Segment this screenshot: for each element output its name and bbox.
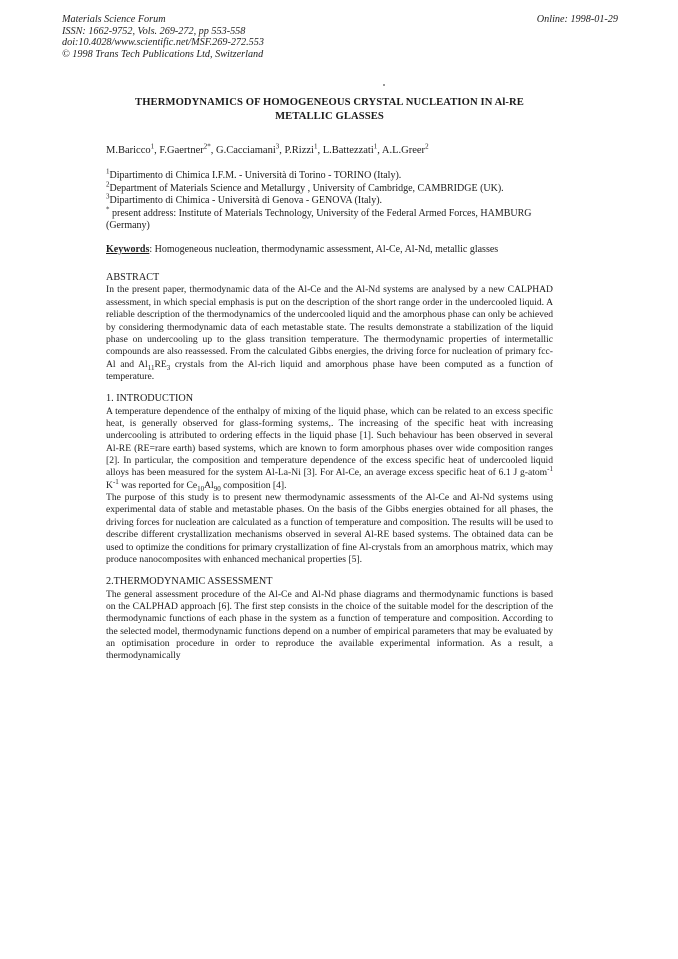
journal-info (62, 14, 618, 60)
copyright-line: © 1998 Trans Tech Publications Ltd, Switzerland (62, 48, 264, 60)
author-affil-mark: 1 (373, 142, 378, 151)
author: F.Gaertner (159, 145, 204, 156)
introduction-heading: 1. INTRODUCTION (106, 393, 194, 405)
author-affil-mark: 1 (150, 142, 155, 151)
online-date: Online: 1998-01-29 (536, 14, 618, 25)
paper-body (106, 96, 553, 663)
issn-line: ISSN: 1662-9752, Vols. 269-272, pp 553-558 (62, 25, 246, 37)
author: M.Baricco (106, 145, 151, 156)
affiliation: $^3$Dipartimento di Chimica - Università di Genova - GENOVA (Italy). (106, 192, 383, 207)
author: A.L.Greer (381, 145, 426, 156)
author-affil-mark: 2 (425, 142, 429, 151)
introduction-paragraph-2: The purpose of this study is to present new thermodynamic assessments of the Al-Ce and Al-Nd systems using experimental data of stable and metastable phases. On the basis of the Gibbs energies obtained for all phases, the driving forces for nucleation are calculated as a function of temperature and composition. The results will be used to describe different crystallization mechanisms observed in several Al-RE based systems. The obtained data can be used to optimize the conditions for primary crystallization of fine Al-crystals from an amorphous matrix, which may produce nanocomposites with enhanced mechanical properties [5]. (106, 492, 553, 565)
doi-line: doi:10.4028/www.scientific.net/MSF.269-272.553 (62, 37, 264, 48)
affiliation: $^2$Department of Materials Science and Metallurgy , University of Cambridge, CAMBRIDGE (UK). (106, 180, 504, 194)
author-affil-mark: 1 (313, 142, 318, 151)
paper-title (106, 96, 553, 124)
thermodynamic-assessment-heading: 2.THERMODYNAMIC ASSESSMENT (106, 576, 273, 588)
page-header (62, 14, 618, 60)
abstract-heading: ABSTRACT (106, 271, 160, 283)
title-line-2: METALLIC GLASSES (275, 111, 384, 122)
introduction-paragraph-1: A temperature dependence of the enthalpy of mixing of the liquid phase, which can be related to an excess specific heat, is generally observed for glass-forming systems,. The increasing of the specific heat with increasing undercooling is attributed to ordering effects in the liquid phase [1]. Such behaviour has been observed in several Al-RE (RE=rare earth) based systems, which are known to form amorphous phases over wide composition ranges [2]. In particular, the composition and temperature dependence of the excess specific heat of undercooled liquid alloys has been measured for the system Al-La-Ni [3]. For Al-Ce, an average excess specific heat of 6.1 J g-atom$^{-1}$ $K^{-1}$ was reported for $Ce_{10}Al_{90}$ composition [4]. (106, 405, 553, 493)
abstract-paragraph: In the present paper, thermodynamic data of the Al-Ce and the Al-Nd systems are analysed by a new CALPHAD assessment, in which special emphasis is put on the description of the short range order in the undercooled liquid. A reliable description of the thermodynamics of the undercooled liquid and the amorphous phase can only be achieved by considering thermodynamic data of each metastable state. The results demonstrate a stabilization of the liquid phase on undercooling up to the glass transition temperature. The thermodynamic properties of intermetallic compounds are also reassessed. From the calculated Gibbs energies, the driving force for nucleation of primary fcc-Al and $Al_{11}RE_3$ crystals from the Al-rich liquid and amorphous phase have been computed as a function of temperature. (106, 284, 553, 382)
affiliation: * present address: Institute of Materials Technology, University of the Federal Armed Forces, HAMBURG (Germany) (106, 205, 532, 232)
author-affil-mark: 2* (203, 142, 211, 151)
affiliations (106, 167, 553, 233)
keywords-label: Keywords (106, 243, 150, 255)
title-line-1: THERMODYNAMICS OF HOMOGENEOUS CRYSTAL NUCLEATION IN Al-RE (135, 97, 524, 108)
journal-name: Materials Science Forum (62, 14, 166, 25)
author: P.Rizzi (284, 145, 314, 156)
scan-speck (383, 84, 385, 86)
author-affil-mark: 3 (275, 142, 280, 151)
author-list: M.Baricco$^1$, F.Gaertner$^{2*}$, G.Cacciamani$^3$, P.Rizzi$^1$, L.Battezzati$^1$, A.L.Greer$^2$ (106, 142, 429, 156)
author: G.Cacciamani (215, 145, 276, 156)
keywords-text: : Homogeneous nucleation, thermodynamic assessment, Al-Ce, Al-Nd, metallic glasses (149, 243, 499, 255)
thermodynamic-assessment-paragraph: The general assessment procedure of the Al-Ce and Al-Nd phase diagrams and thermodynamic functions is based on the CALPHAD approach [6]. The first step consists in the choice of the suitable model for the description of the thermodynamic functions of each phase in the system as a function of temperature and composition. According to the selected model, thermodynamic functions depend on a number of empirical parameters that may be evaluated by an optimisation procedure in order to reproduce the available experimental information. As a result, a thermodynamically (106, 588, 553, 662)
keywords (106, 244, 553, 255)
affiliation: $^1$Dipartimento di Chimica I.F.M. - Università di Torino - TORINO (Italy). (106, 167, 402, 181)
author: L.Battezzati (322, 145, 374, 156)
